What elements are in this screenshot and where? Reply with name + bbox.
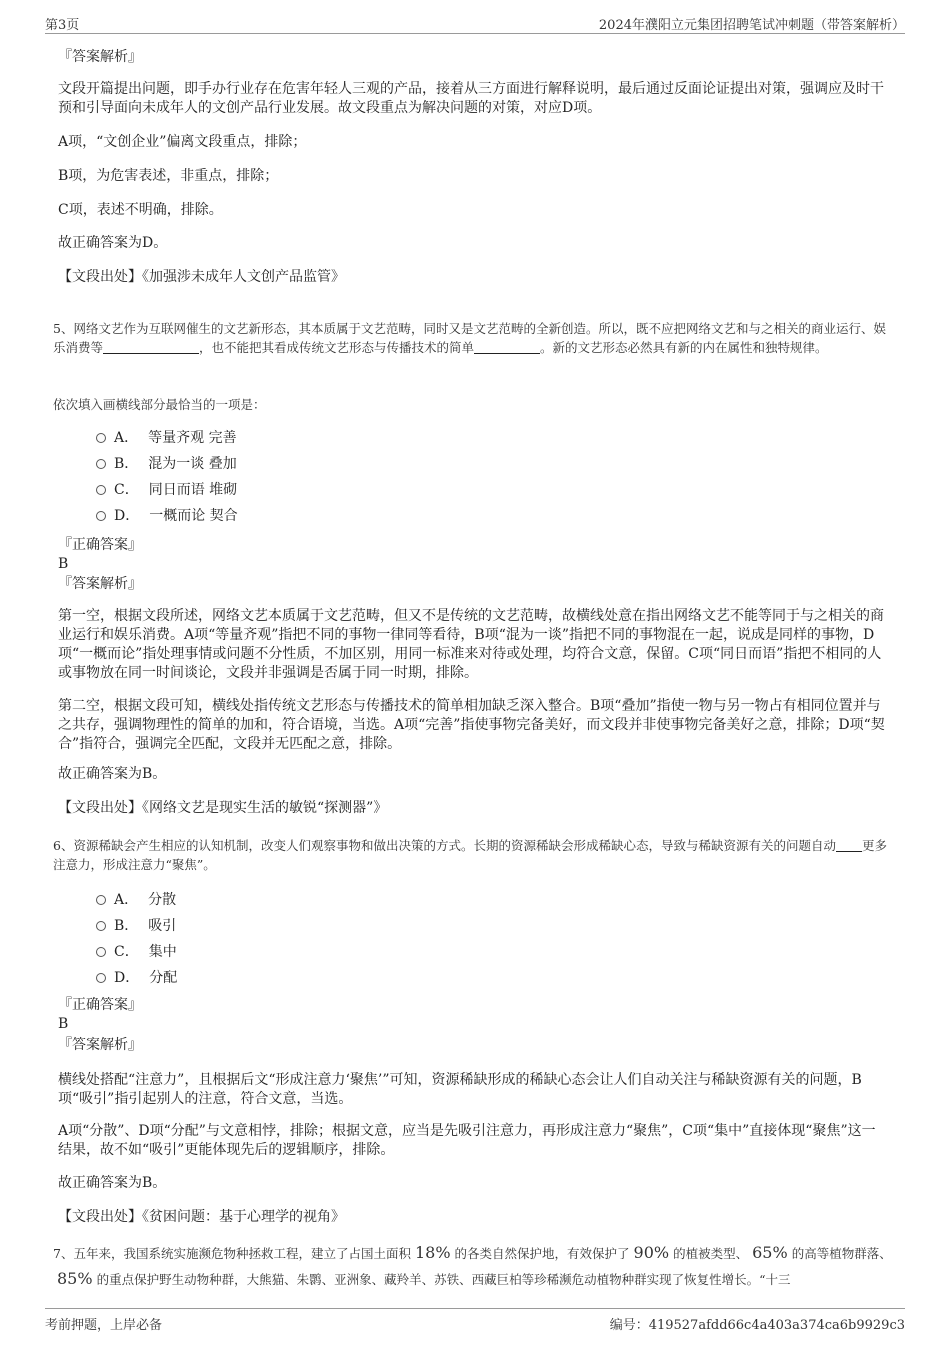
q6-analysis-para-1: 横线处搭配“注意力”，且根据后文“形成注意力‘聚焦’”可知，资源稀缺形成的稀缺心态会让人们自动关注与稀缺资源有关的问题，B项“吸引”指引起别人的注意，符合文意，当选。 (58, 1072, 862, 1107)
footer-slogan: 考前押题，上岸必备 (45, 1318, 163, 1333)
q5-option-d[interactable]: D． 一概而论 契合 (96, 506, 238, 526)
q5-analysis-label: 『答案解析』 (58, 576, 142, 592)
q5-source: 【文段出处】《网络文艺是现实生活的敏锐“探测器”》 (58, 800, 388, 816)
q6-source: 【文段出处】《贫困问题：基于心理学的视角》 (58, 1209, 345, 1225)
q5-correct-label: 『正确答案』 (58, 537, 142, 553)
page-number: 第3页 (45, 18, 80, 33)
q5-analysis-para-1: 第一空，根据文段所述，网络文艺本质属于文艺范畴，但又不是传统的文艺范畴，故横线处意在指出网络文艺不能等同于与之相关的商业运行和娱乐消费。A项“等量齐观”指把不同的事物一律同等看待，B项“混为一谈”指把不同的事物混在一起，说成是同样的事物，D项“一概而论”指处理事情或问题不分性质，不加区别，用同一标准来对待或处理，均符合文意，保留。C项“同日而语”指把不相同的人或事物放在同一时间谈论，文段并非强调是否属于同一时期，排除。 (58, 608, 884, 681)
q6-stem: 6、资源稀缺会产生相应的认知机制，改变人们观察事物和做出决策的方式。长期的资源稀缺会形成稀缺心态，导致与稀缺资源有关的问题自动 更多注意力，形成注意力“聚焦”。 (53, 838, 887, 872)
radio-icon[interactable] (96, 895, 106, 905)
document-serial: 编号：419527afdd66c4a403a374ca6b9929c3 (609, 1318, 905, 1333)
radio-icon[interactable] (96, 459, 106, 469)
q6-option-c[interactable]: C． 集中 (96, 942, 177, 962)
page-header (45, 12, 905, 34)
radio-icon[interactable] (96, 973, 106, 983)
q6-conclusion: 故正确答案为B。 (58, 1175, 167, 1191)
q4-analysis-label: 『答案解析』 (58, 49, 142, 65)
q5-stem: 5、网络文艺作为互联网催生的文艺新形态，其本质属于文艺范畴，同时又是文艺范畴的全新创造。所以，既不应把网络文艺和与之相关的商业运行、娱乐消费等 ，也不能把其看成传统文艺形态与传播技术的简单 。新的文艺形态必然具有新的内在属性和独特规律。 (53, 321, 886, 355)
q4-option-c-note: C项，表述不明确，排除。 (58, 202, 223, 218)
q5-instruction: 依次填入画横线部分最恰当的一项是： (53, 397, 266, 412)
radio-icon[interactable] (96, 921, 106, 931)
q4-source: 【文段出处】《加强涉未成年人文创产品监管》 (58, 269, 345, 285)
q7-stem: 7、五年来，我国系统实施濒危物种拯救工程，建立了占国土面积 18% 的各类自然保护地，有效保护了 90% 的植被类型、 65% 的高等植物群落、85% 的重点保护野生动物种群，大熊猫、朱鹮、亚洲象、藏羚羊、苏铁、西藏巨柏等珍稀濒危动植物种群实现了恢复性增长。“十三 (53, 1243, 892, 1288)
q4-conclusion: 故正确答案为D。 (58, 235, 168, 251)
percent-value: 18% (414, 1243, 451, 1262)
q6-correct-answer: B (58, 1016, 69, 1032)
q4-option-b-note: B项，为危害表述，非重点，排除； (58, 168, 279, 184)
q6-option-d[interactable]: D． 分配 (96, 968, 177, 988)
q4-option-a-note: A项，“文创企业”偏离文段重点，排除； (58, 134, 307, 150)
blank-line (103, 341, 199, 354)
q6-option-a[interactable]: A． 分散 (96, 890, 176, 910)
q5-option-a[interactable]: A． 等量齐观 完善 (96, 428, 237, 448)
q5-option-b[interactable]: B． 混为一谈 叠加 (96, 454, 237, 474)
q5-correct-answer: B (58, 556, 69, 572)
blank-line (836, 839, 862, 852)
q4-analysis-para: 文段开篇提出问题，即手办行业存在危害年轻人三观的产品，接着从三方面进行解释说明，最后通过反面论证提出对策，强调应及时干预和引导面向未成年人的文创产品行业发展。故文段重点为解决问题的对策，对应D项。 (58, 81, 884, 116)
q5-analysis-para-2: 第二空，根据文段可知，横线处指传统文艺形态与传播技术的简单相加缺乏深入整合。B项“叠加”指使一物与另一物占有相同位置并与之共存，强调物理性的简单的加和，符合语境，当选。A项“完善”指使事物完备美好，而文段并非使事物完备美好之意，排除；D项“契合”指符合，强调完全匹配，文段并无匹配之意，排除。 (58, 698, 885, 752)
q6-correct-label: 『正确答案』 (58, 997, 142, 1013)
radio-icon[interactable] (96, 511, 106, 521)
blank-line (474, 341, 540, 354)
q6-analysis-label: 『答案解析』 (58, 1037, 142, 1053)
radio-icon[interactable] (96, 947, 106, 957)
q6-option-b[interactable]: B． 吸引 (96, 916, 176, 936)
q5-conclusion: 故正确答案为B。 (58, 766, 167, 782)
q5-option-c[interactable]: C． 同日而语 堆砌 (96, 480, 237, 500)
percent-value: 90% (633, 1243, 670, 1262)
percent-value: 65% (752, 1243, 788, 1262)
radio-icon[interactable] (96, 433, 106, 443)
radio-icon[interactable] (96, 485, 106, 495)
q6-analysis-para-2: A项“分散”、D项“分配”与文意相悖，排除；根据文意，应当是先吸引注意力，再形成注意力“聚焦”，C项“集中”直接体现“聚焦”这一结果，故不如“吸引”更能体现先后的逻辑顺序，排除。 (58, 1123, 876, 1158)
percent-value: 85% (57, 1269, 93, 1288)
page-footer (45, 1308, 905, 1334)
document-title: 2024年濮阳立元集团招聘笔试冲刺题（带答案解析） (598, 18, 905, 33)
